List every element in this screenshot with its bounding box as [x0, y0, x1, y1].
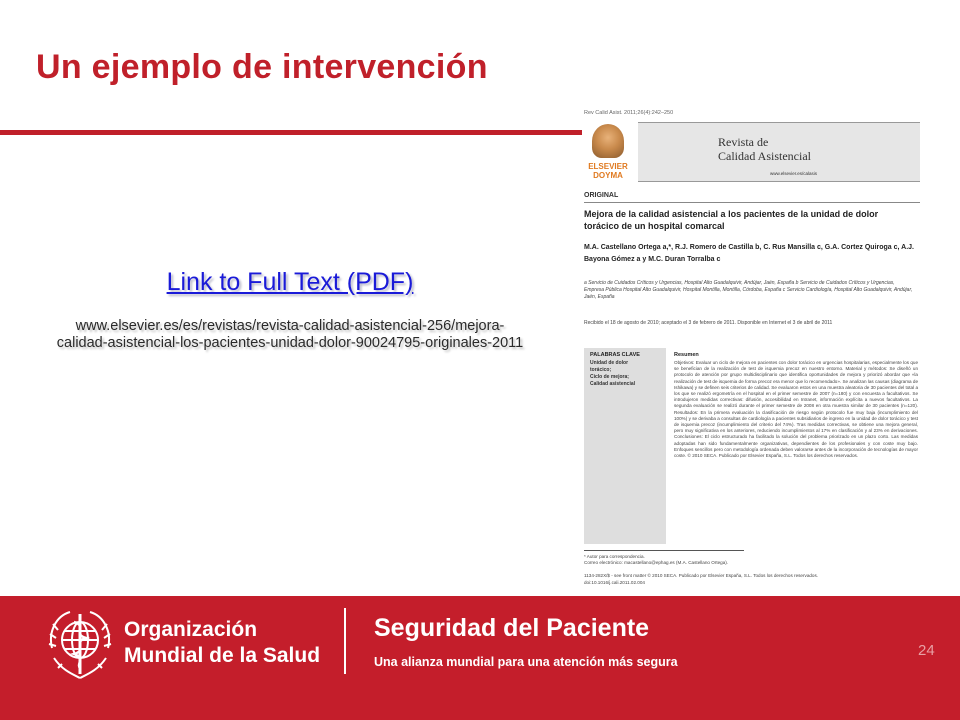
- slide-page-number: 24: [918, 642, 935, 659]
- paper-section-label: ORIGINAL: [584, 192, 619, 199]
- slide-title: Un ejemplo de intervención: [36, 48, 488, 86]
- paper-section-divider: [584, 202, 920, 203]
- journal-website: www.elsevier.es/calasis: [770, 171, 818, 176]
- paper-affiliations: a Servicio de Cuidados Críticos y Urgencias, Hospital Alto Guadalquivir, Andújar, Jaén, España b Servicio de Cuidados Críticos y Urgencias, Empresa Pública Hospital Alto Guadalquivir, Hospital Montilla, Montilla, Córdoba, España c Servicio Cardiología, Hospital Alto Guadalquivir, Andújar, Jaén, España: [584, 280, 913, 300]
- journal-name-line-1: Revista de: [718, 135, 769, 149]
- article-first-page-image: [582, 104, 922, 590]
- full-text-pdf-link[interactable]: Link to Full Text (PDF): [166, 268, 414, 296]
- abstract-text: Objetivos: Evaluar un ciclo de mejora en pacientes con dolor torácico en urgencias hospitalarias, especialmente los que se benefician de la realización de test de isquemia precoz en nuestro entorno. Material y métodos: Se diseñó un protocolo de atención por grupo multidisciplinario que identifica oportunidades de mejora y priorizó abordar que «la realización de test de isquemia de forma precoz era menor que lo recomendado». Se analizan las causas (diagrama de Ishikawa) y se definen seis criterios de calidad. Se evaluaron estos en una muestra aleatoria de 30 pacientes del total a los que se realizó ergometría en el hospital en el primer semestre de 2007 (n=180) y con encuesta a facultativos. Se introdujeron medidas correctivas: difusión, accesibilidad en Intranet, información explícita a nuevos facultativos. La segunda evaluación se realizó durante el primer semestre de 2008 en otra muestra similar de 30 pacientes (n=120). Resultados: En la primera evaluación la clasificación de riesgo según protocolo fue muy baja (incumplimiento del 100%) y se derivaba a consultas de cardiología a pacientes subsidiarios de ingreso en la unidad de dolor torácico y test de isquemia precoz (incumplimiento del criterio del 74%). Tras medidas correctivas, se obtiene una mejora general, pero muy significativa en los anteriores, reduciendo incumplimientos al 17% en clasificación y al 23% en derivaciones. Conclusiones: El ciclo estructurado ha facilitado la solución del problema priorizado en un plazo corto. Las medidas adoptadas han sido fundamentalmente organizativas, dependientes de los profesionales y con coste muy bajo. Enfoques sencillos pero con metodología ordenada deben valorarse antes de la incorporación de tecnologías de mayor coste. © 2010 SECA. Publicado por Elsevier España, S.L. Todos los derechos reservados.: [674, 360, 918, 459]
- who-emblem-icon: [42, 608, 118, 688]
- footnote-divider: [584, 550, 744, 551]
- paper-footnotes: * Autor para correspondencia. Correo electrónico: macastellano@ephag.es (M.A. Castellano Ortega). 1134-282X/$ - see front matter © 2010 SECA. Publicado por Elsevier España, S.L. Todos los derechos reservados. doi:10.1016/j.cali.2011.02.004: [584, 554, 819, 585]
- journal-banner: [638, 122, 920, 182]
- program-title: Seguridad del Paciente: [374, 614, 650, 642]
- paper-keywords-box: [584, 348, 666, 544]
- journal-name-line-2: Calidad Asistencial: [718, 149, 811, 163]
- paper-journal-header: [584, 122, 920, 182]
- abstract-heading: Resumen: [674, 352, 699, 358]
- footer-vertical-divider: [344, 608, 346, 674]
- elsevier-tree-icon: [592, 124, 624, 158]
- program-subtitle: Una alianza mundial para una atención más segura: [374, 655, 678, 669]
- publisher-name-line-1: ELSEVIER: [588, 162, 628, 171]
- who-name-line-1: Organización: [124, 618, 258, 641]
- paper-article-title: Mejora de la calidad asistencial a los pacientes de la unidad de dolor torácico de un hospital comarcal: [584, 209, 879, 231]
- elsevier-logo: [584, 122, 632, 180]
- who-name-line-2: Mundial de la Salud: [124, 644, 321, 667]
- paper-dates: Recibido el 18 de agosto de 2010; aceptado el 3 de febrero de 2011. Disponible en Internet el 3 de abril de 2011: [584, 320, 833, 326]
- paper-citation: Rev Calid Asist. 2011;26(4):242–250: [584, 110, 674, 116]
- keywords-heading: PALABRAS CLAVE: [590, 352, 640, 358]
- article-url[interactable]: [10, 318, 570, 352]
- paper-authors: M.A. Castellano Ortega a,*, R.J. Romero de Castilla b, C. Rus Mansilla c, G.A. Cortez Quiroga c, A.J. Bayona Gómez a y M.C. Duran Torralba c: [584, 244, 914, 263]
- title-underline-divider: [0, 130, 600, 135]
- article-url-line-1[interactable]: www.elsevier.es/es/revistas/revista-calidad-asistencial-256/mejora-: [75, 318, 505, 334]
- article-url-line-2[interactable]: calidad-asistencial-los-pacientes-unidad-dolor-90024795-originales-2011: [56, 335, 524, 351]
- publisher-name-line-2: DOYMA: [593, 171, 623, 180]
- keywords-list: Unidad de dolor torácico; Ciclo de mejora; Calidad asistencial: [590, 360, 636, 387]
